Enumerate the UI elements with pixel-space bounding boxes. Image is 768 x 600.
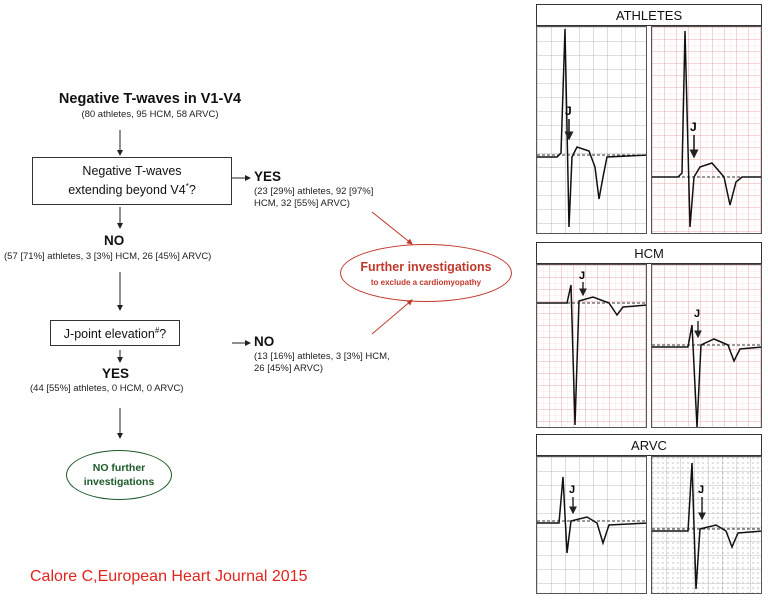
question-box-beyond-v4 — [32, 157, 232, 205]
q2-text: J-point elevation — [63, 327, 155, 342]
yes1-counts: (23 [29%] athletes, 92 [97%] HCM, 32 [55%] ARVC) — [254, 186, 374, 209]
nofurther-l2: investigations — [83, 476, 155, 488]
panel-label-athletes: ATHLETES — [536, 4, 762, 26]
question-box-j-point — [50, 320, 180, 346]
q1-end: ? — [188, 183, 196, 198]
panel-label-arvc: ARVC — [536, 434, 762, 456]
no-further-ellipse — [66, 450, 172, 500]
q2-mark: # — [154, 326, 160, 336]
q1-line2: extending beyond V4 — [68, 183, 186, 198]
arrow-yes1-further — [372, 212, 412, 244]
ecg-arvc-1 — [536, 456, 647, 594]
j-marker: J — [698, 484, 705, 496]
no2-label: NO — [254, 334, 275, 349]
j-marker: J — [569, 484, 576, 496]
further-l2: to exclude a cardiomyopathy — [370, 277, 482, 287]
yes2-label: YES — [102, 366, 130, 381]
no1-counts: (57 [71%] athletes, 3 [3%] HCM, 26 [45%] ARVC) — [4, 251, 212, 262]
further-l1: Further investigations — [360, 259, 492, 274]
j-marker: J — [690, 120, 697, 134]
panel-label-hcm: HCM — [536, 242, 762, 264]
j-marker: J — [565, 104, 572, 118]
j-marker: J — [694, 308, 701, 320]
q2-end: ? — [159, 327, 167, 342]
no2-counts: (13 [16%] athletes, 3 [3%] HCM, 26 [45%] ARVC) — [254, 351, 390, 374]
no1-label: NO — [104, 233, 125, 248]
citation: Calore C,European Heart Journal 2015 — [30, 568, 308, 585]
q1-mark: * — [185, 182, 189, 192]
yes2-counts: (44 [55%] athletes, 0 HCM, 0 ARVC) — [30, 383, 184, 394]
nofurther-l1: NO further — [92, 462, 146, 474]
ecg-arvc-2 — [651, 456, 762, 594]
ecg-athletes-2 — [651, 26, 762, 234]
ecg-athletes-1 — [536, 26, 647, 234]
ecg-hcm-1 — [536, 264, 647, 428]
j-marker: J — [579, 270, 586, 282]
yes1-label: YES — [254, 169, 282, 184]
arrow-no2-further — [372, 300, 412, 334]
flow-title: Negative T-waves in V1-V4 (80 athletes, 95 HCM, 58 ARVC) — [40, 91, 260, 120]
title-counts: (80 athletes, 95 HCM, 58 ARVC) — [81, 109, 219, 120]
q1-line1: Negative T-waves — [82, 164, 182, 179]
ecg-hcm-2 — [651, 264, 762, 428]
further-investigations-ellipse — [340, 244, 512, 302]
